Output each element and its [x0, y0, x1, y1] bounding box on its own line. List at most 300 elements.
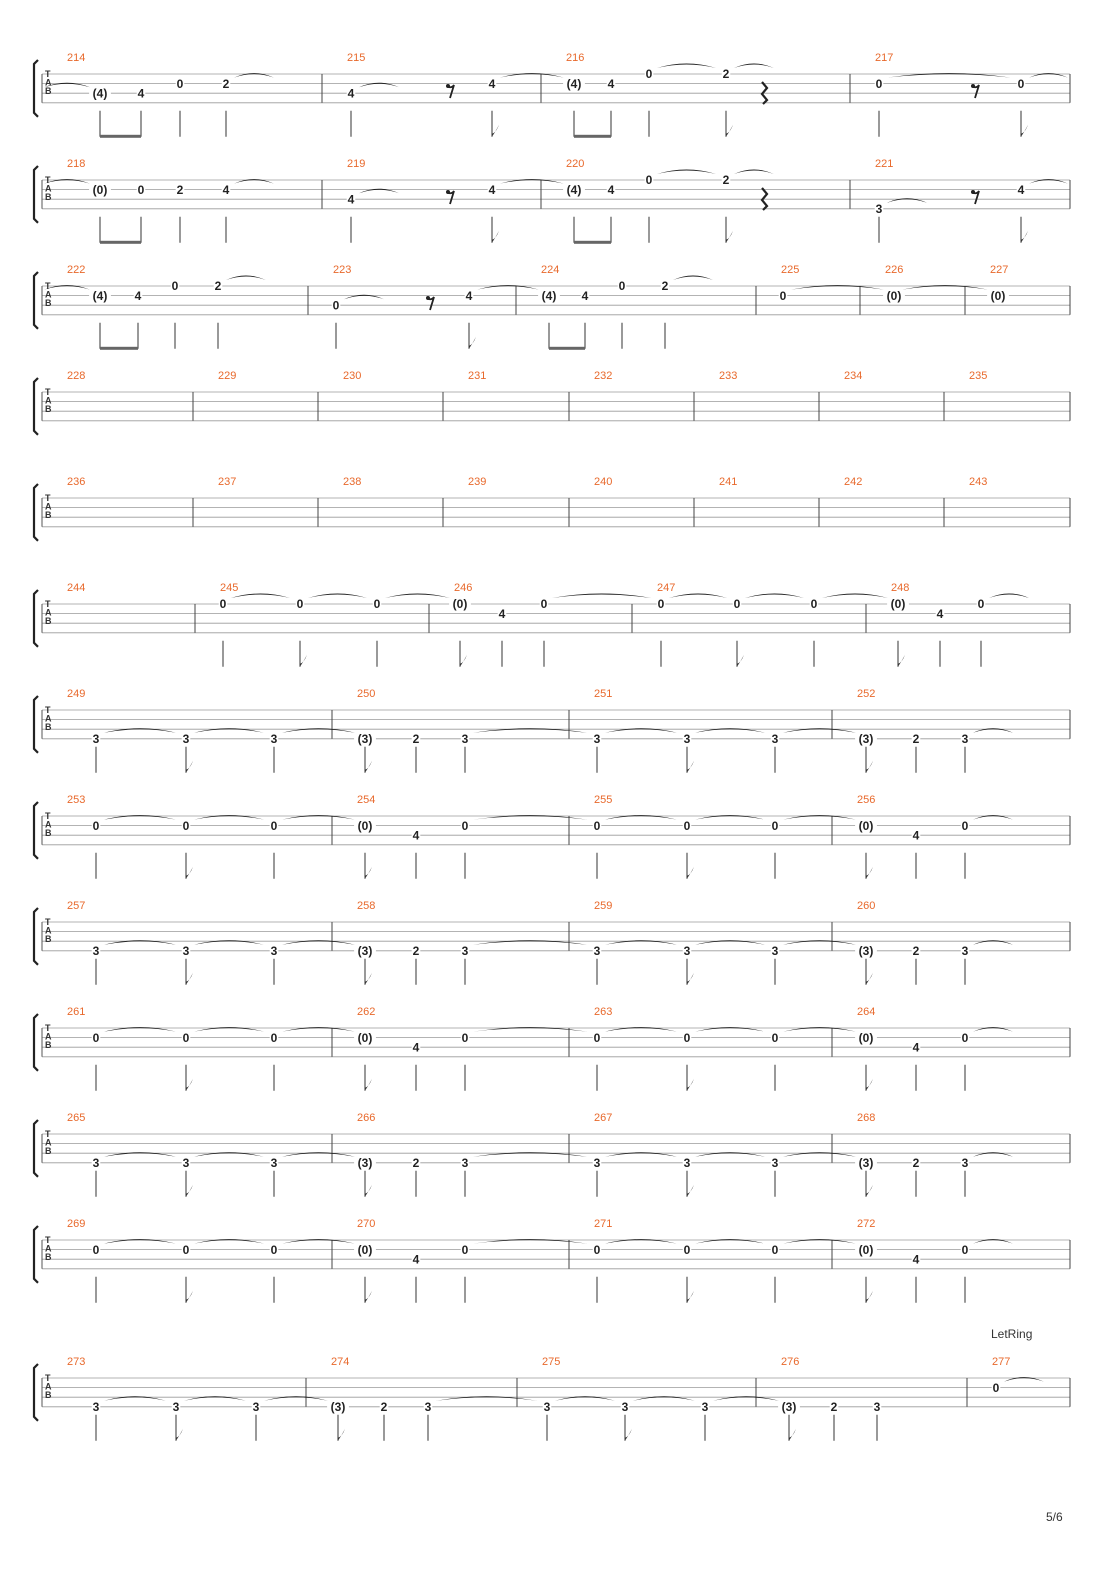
tab-system: [34, 1006, 1070, 1091]
measure-number: 220: [566, 158, 585, 170]
measure-number: 224: [541, 264, 560, 276]
fret-number: 2: [412, 732, 420, 746]
eighth-flag: [866, 1291, 873, 1303]
tab-system: [34, 1327, 1070, 1441]
eighth-flag: [186, 1079, 193, 1091]
fret-number: 0: [733, 597, 741, 612]
eighth-flag: [687, 1185, 694, 1197]
eighth-flag: [898, 655, 905, 667]
fret-number: 3: [92, 732, 100, 746]
tab-clef-letter: B: [45, 1390, 52, 1401]
fret-number: (3): [357, 944, 373, 958]
measure-number: 270: [357, 1218, 376, 1230]
note-beam: [549, 347, 585, 350]
fret-number: 3: [270, 944, 278, 958]
fret-number: 4: [347, 86, 355, 101]
eighth-flag: [492, 125, 499, 137]
eighth-rest-dot: [971, 190, 975, 194]
tab-clef-letter: A: [45, 1137, 52, 1148]
fret-number: 3: [252, 1400, 260, 1414]
measure-number: 217: [875, 52, 894, 64]
fret-number: 0: [270, 818, 278, 833]
fret-number: 3: [771, 1156, 779, 1170]
tab-clef-letter: T: [45, 175, 51, 185]
system-bracket: [34, 60, 38, 117]
tab-clef-letter: T: [45, 599, 51, 609]
fret-number: (0): [452, 597, 468, 612]
tie-arc: [673, 276, 713, 281]
note-beam: [574, 135, 611, 138]
measure-number: 268: [857, 1112, 876, 1124]
tab-clef-letter: A: [45, 501, 52, 512]
eighth-flag: [460, 655, 467, 667]
fret-number: 3: [461, 1156, 469, 1170]
measure-number: 271: [594, 1218, 613, 1230]
fret-number: (3): [858, 1156, 874, 1170]
eighth-flag: [186, 1291, 193, 1303]
fret-number: (0): [357, 1030, 373, 1045]
fret-number: 0: [270, 1030, 278, 1045]
fret-number: (3): [330, 1400, 346, 1414]
eighth-flag: [687, 1291, 694, 1303]
fret-number: (4): [92, 288, 108, 303]
tab-clef-letter: T: [45, 917, 51, 927]
measure-number: 252: [857, 688, 876, 700]
measure-number: 231: [468, 370, 487, 382]
measure-number: 269: [67, 1218, 86, 1230]
fret-number: 4: [137, 86, 145, 101]
measure-number: 262: [357, 1006, 376, 1018]
measure-number: 232: [594, 370, 613, 382]
fret-number: 3: [424, 1400, 432, 1414]
eighth-flag: [866, 867, 873, 879]
measure-number: 215: [347, 52, 366, 64]
fret-number: 0: [961, 1242, 969, 1257]
eighth-flag: [365, 1185, 372, 1197]
eighth-flag: [300, 655, 307, 667]
fret-number: 0: [992, 1380, 1000, 1395]
fret-number: 2: [912, 1156, 920, 1170]
tab-clef-letter: B: [45, 1252, 52, 1263]
fret-number: 4: [912, 1040, 920, 1055]
fret-number: (0): [858, 818, 874, 833]
eighth-flag: [186, 1185, 193, 1197]
fret-number: 2: [912, 732, 920, 746]
tab-system: [34, 370, 1070, 435]
fret-number: 0: [182, 818, 190, 833]
fret-number: 0: [961, 818, 969, 833]
fret-number: 4: [222, 182, 230, 197]
tie-arc: [745, 594, 804, 599]
measure-number: 259: [594, 900, 613, 912]
measure-number: 246: [454, 582, 473, 594]
measure-number: 247: [657, 582, 676, 594]
tab-clef-letter: T: [45, 493, 51, 503]
fret-number: (0): [357, 818, 373, 833]
measure-number: 243: [969, 476, 988, 488]
let-ring-annotation: LetRing: [991, 1327, 1033, 1341]
fret-number: 2: [830, 1400, 838, 1414]
fret-number: (3): [357, 1156, 373, 1170]
measure-number: 235: [969, 370, 988, 382]
tab-system: [34, 1112, 1070, 1197]
tab-system: [34, 794, 1070, 879]
measure-number: 242: [844, 476, 863, 488]
tab-clef-letter: A: [45, 1031, 52, 1042]
fret-number: 3: [875, 202, 883, 216]
tab-system: [34, 476, 1070, 541]
eighth-flag: [726, 231, 733, 243]
fret-number: 4: [581, 288, 589, 303]
eighth-flag: [687, 867, 694, 879]
fret-number: 3: [683, 732, 691, 746]
fret-number: 0: [771, 818, 779, 833]
fret-number: (4): [566, 76, 582, 91]
fret-number: 3: [961, 944, 969, 958]
measure-number: 277: [992, 1356, 1011, 1368]
tab-clef-letter: T: [45, 705, 51, 715]
fret-number: 3: [771, 732, 779, 746]
fret-number: (4): [566, 182, 582, 197]
tab-clef-letter: T: [45, 1373, 51, 1383]
tie-arc: [669, 594, 727, 599]
fret-number: 0: [92, 1030, 100, 1045]
fret-number: 0: [593, 1030, 601, 1045]
eighth-flag: [866, 761, 873, 773]
eighth-flag: [789, 1429, 796, 1441]
fret-number: 0: [461, 1030, 469, 1045]
fret-number: 0: [296, 597, 304, 612]
tab-clef-letter: A: [45, 1381, 52, 1392]
tab-clef-letter: B: [45, 192, 52, 203]
tab-clef-letter: T: [45, 1129, 51, 1139]
tie-arc: [657, 64, 716, 69]
fret-number: 0: [182, 1030, 190, 1045]
fret-number: 0: [461, 1242, 469, 1257]
eighth-flag: [469, 337, 476, 349]
tie-arc: [734, 170, 774, 175]
tie-arc: [822, 594, 888, 599]
fret-number: 0: [875, 76, 883, 91]
fret-number: 0: [137, 182, 145, 197]
eighth-flag: [1021, 231, 1028, 243]
note-beam: [100, 241, 141, 244]
measure-number: 266: [357, 1112, 376, 1124]
eighth-flag: [365, 1291, 372, 1303]
system-bracket: [34, 696, 38, 753]
note-beam: [574, 241, 611, 244]
tab-system: [34, 688, 1070, 773]
measure-number: 219: [347, 158, 366, 170]
note-beam: [100, 135, 141, 138]
measure-number: 245: [220, 582, 239, 594]
fret-number: 3: [270, 1156, 278, 1170]
tab-clef-letter: A: [45, 395, 52, 406]
measure-number: 225: [781, 264, 800, 276]
measure-number: 214: [67, 52, 86, 64]
fret-number: 3: [683, 1156, 691, 1170]
tab-clef-letter: B: [45, 510, 52, 521]
eighth-flag: [687, 761, 694, 773]
tie-arc: [308, 594, 367, 599]
eighth-flag: [866, 1185, 873, 1197]
tie-arc: [657, 170, 716, 175]
fret-number: 0: [683, 1242, 691, 1257]
fret-number: 0: [92, 1242, 100, 1257]
eighth-flag: [186, 761, 193, 773]
fret-number: 0: [977, 597, 985, 612]
tab-clef-letter: T: [45, 387, 51, 397]
eighth-flag: [365, 973, 372, 985]
fret-number: 3: [701, 1400, 709, 1414]
fret-number: 0: [332, 298, 340, 313]
fret-number: 0: [657, 597, 665, 612]
measure-number: 223: [333, 264, 352, 276]
fret-number: 3: [182, 944, 190, 958]
fret-number: (4): [92, 86, 108, 101]
tab-clef-letter: A: [45, 607, 52, 618]
fret-number: 0: [683, 1030, 691, 1045]
measure-number: 237: [218, 476, 237, 488]
measure-number: 264: [857, 1006, 876, 1018]
tie-arc: [552, 594, 651, 599]
tab-clef-letter: A: [45, 819, 52, 830]
fret-number: 4: [607, 76, 615, 91]
eighth-flag: [186, 973, 193, 985]
fret-number: 0: [219, 597, 227, 612]
eighth-flag: [365, 867, 372, 879]
measure-number: 216: [566, 52, 585, 64]
measure-number: 263: [594, 1006, 613, 1018]
eighth-flag: [726, 125, 733, 137]
tab-clef-letter: B: [45, 298, 52, 309]
measure-number: 254: [357, 794, 376, 806]
measure-number: 227: [990, 264, 1009, 276]
fret-number: 2: [412, 944, 420, 958]
tab-clef-letter: T: [45, 1235, 51, 1245]
fret-number: 3: [593, 944, 601, 958]
fret-number: 0: [771, 1242, 779, 1257]
tab-clef-letter: T: [45, 1023, 51, 1033]
fret-number: 2: [214, 279, 222, 294]
fret-number: 0: [171, 279, 179, 294]
measure-number: 238: [343, 476, 362, 488]
note-beam: [100, 347, 138, 350]
fret-number: 0: [176, 76, 184, 91]
fret-number: 4: [412, 1252, 420, 1267]
fret-number: 0: [961, 1030, 969, 1045]
system-bracket: [34, 802, 38, 859]
measure-number: 234: [844, 370, 863, 382]
measure-number: 272: [857, 1218, 876, 1230]
fret-number: 0: [810, 597, 818, 612]
measure-number: 257: [67, 900, 86, 912]
measure-number: 229: [218, 370, 237, 382]
tab-clef-letter: A: [45, 183, 52, 194]
eighth-rest-dot: [426, 296, 430, 300]
system-bracket: [34, 1226, 38, 1283]
fret-number: 3: [92, 1156, 100, 1170]
measure-number: 267: [594, 1112, 613, 1124]
measure-number: 273: [67, 1356, 86, 1368]
eighth-flag: [365, 1079, 372, 1091]
system-bracket: [34, 590, 38, 647]
tab-system: [34, 158, 1070, 244]
tab-system: [34, 900, 1070, 985]
fret-number: 3: [683, 944, 691, 958]
system-bracket: [34, 1364, 38, 1421]
eighth-flag: [186, 867, 193, 879]
measure-number: 255: [594, 794, 613, 806]
tab-clef-letter: B: [45, 828, 52, 839]
eighth-rest-dot: [971, 84, 975, 88]
fret-number: 2: [661, 279, 669, 294]
measure-number: 251: [594, 688, 613, 700]
tab-clef-letter: B: [45, 404, 52, 415]
page-number: 5/6: [1046, 1510, 1063, 1524]
eighth-flag: [866, 973, 873, 985]
measure-number: 265: [67, 1112, 86, 1124]
measure-number: 228: [67, 370, 86, 382]
eighth-flag: [1021, 125, 1028, 137]
fret-number: 0: [618, 279, 626, 294]
measure-number: 249: [67, 688, 86, 700]
fret-number: 0: [1017, 76, 1025, 91]
fret-number: 4: [912, 828, 920, 843]
measure-number: 258: [357, 900, 376, 912]
fret-number: 0: [540, 597, 548, 612]
tab-system: [34, 582, 1070, 667]
fret-number: 3: [621, 1400, 629, 1414]
tie-arc: [989, 594, 1029, 599]
measure-number: 256: [857, 794, 876, 806]
tab-clef-letter: A: [45, 713, 52, 724]
fret-number: 3: [543, 1400, 551, 1414]
fret-number: (3): [357, 732, 373, 746]
measure-number: 248: [891, 582, 910, 594]
measure-number: 233: [719, 370, 738, 382]
fret-number: 0: [270, 1242, 278, 1257]
fret-number: 4: [607, 182, 615, 197]
eighth-flag: [492, 231, 499, 243]
measure-number: 253: [67, 794, 86, 806]
fret-number: 3: [593, 732, 601, 746]
eighth-rest-dot: [446, 190, 450, 194]
tie-arc: [385, 594, 450, 599]
fret-number: 3: [461, 732, 469, 746]
fret-number: 4: [1017, 182, 1025, 197]
tab-clef-letter: A: [45, 77, 52, 88]
measure-number: 222: [67, 264, 86, 276]
tab-clef-letter: A: [45, 1243, 52, 1254]
fret-number: 3: [182, 1156, 190, 1170]
measure-number: 274: [331, 1356, 350, 1368]
fret-number: 0: [779, 288, 787, 303]
fret-number: 4: [465, 288, 473, 303]
fret-number: (0): [890, 597, 906, 612]
fret-number: 3: [593, 1156, 601, 1170]
measure-number: 275: [542, 1356, 561, 1368]
fret-number: 4: [936, 606, 944, 621]
fret-number: 2: [176, 182, 184, 197]
tab-clef-letter: T: [45, 811, 51, 821]
fret-number: 3: [92, 1400, 100, 1414]
measure-number: 241: [719, 476, 738, 488]
system-bracket: [34, 166, 38, 223]
fret-number: 2: [412, 1156, 420, 1170]
tie-arc: [734, 64, 774, 69]
measure-number: 260: [857, 900, 876, 912]
tab-clef-letter: B: [45, 86, 52, 97]
fret-number: 0: [771, 1030, 779, 1045]
tab-system: [34, 1218, 1070, 1303]
fret-number: (0): [357, 1242, 373, 1257]
tab-clef-letter: T: [45, 69, 51, 79]
measure-number: 250: [357, 688, 376, 700]
fret-number: (0): [858, 1242, 874, 1257]
eighth-flag: [687, 973, 694, 985]
eighth-flag: [338, 1429, 345, 1441]
fret-number: 4: [134, 288, 142, 303]
fret-number: 3: [270, 732, 278, 746]
fret-number: 0: [645, 173, 653, 188]
system-bracket: [34, 484, 38, 541]
tie-arc: [231, 594, 290, 599]
fret-number: (0): [886, 288, 902, 303]
fret-number: 0: [683, 818, 691, 833]
measure-number: 239: [468, 476, 487, 488]
measure-number: 226: [885, 264, 904, 276]
measure-number: 276: [781, 1356, 800, 1368]
fret-number: 2: [722, 67, 730, 82]
system-bracket: [34, 908, 38, 965]
fret-number: 4: [488, 182, 496, 197]
fret-number: (3): [858, 944, 874, 958]
fret-number: 0: [461, 818, 469, 833]
fret-number: (4): [541, 288, 557, 303]
tab-clef-letter: A: [45, 289, 52, 300]
fret-number: 0: [593, 818, 601, 833]
fret-number: 0: [593, 1242, 601, 1257]
fret-number: 0: [645, 67, 653, 82]
fret-number: 3: [182, 732, 190, 746]
tab-clef-letter: B: [45, 616, 52, 627]
measure-number: 240: [594, 476, 613, 488]
fret-number: 3: [461, 944, 469, 958]
eighth-rest-dot: [446, 84, 450, 88]
measure-number: 218: [67, 158, 86, 170]
eighth-flag: [866, 1079, 873, 1091]
tab-system: [34, 264, 1070, 350]
fret-number: 0: [182, 1242, 190, 1257]
eighth-flag: [737, 655, 744, 667]
system-bracket: [34, 1014, 38, 1071]
measure-number: 261: [67, 1006, 86, 1018]
fret-number: 3: [92, 944, 100, 958]
fret-number: 2: [912, 944, 920, 958]
fret-number: 3: [172, 1400, 180, 1414]
tab-system: [34, 52, 1070, 138]
eighth-flag: [365, 761, 372, 773]
tab-clef-letter: B: [45, 1146, 52, 1157]
system-bracket: [34, 1120, 38, 1177]
fret-number: 3: [771, 944, 779, 958]
fret-number: 3: [961, 732, 969, 746]
tab-clef-letter: A: [45, 925, 52, 936]
fret-number: 4: [912, 1252, 920, 1267]
measure-number: 236: [67, 476, 86, 488]
fret-number: 3: [961, 1156, 969, 1170]
